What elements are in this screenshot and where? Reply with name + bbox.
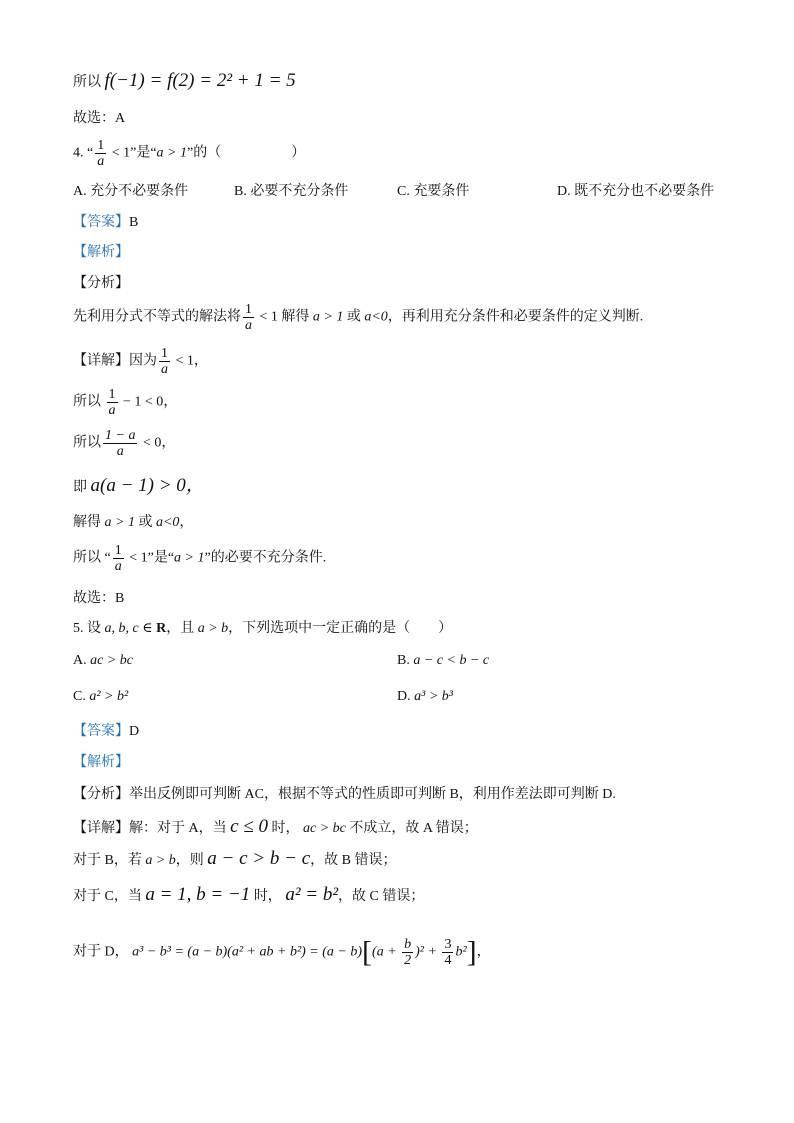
fenxi-4-tag: 【分析】 bbox=[73, 276, 129, 291]
step-5: 所以 “ $\frac{1}{a}$ < 1”是“a > 1”的必要不充分条件. bbox=[73, 543, 327, 574]
xiangjie-5: 【详解】解：对于 A，当 c ≤ 0 时， ac > bc 不成立，故 A 错误； bbox=[73, 816, 478, 837]
question-4: 4. “ $\frac{1}{a}$ < 1”是“a > 1”的（ ） bbox=[73, 138, 306, 169]
q4-option-b: B. 必要不充分条件 bbox=[234, 184, 349, 199]
jiexi-5: 【解析】 bbox=[73, 755, 129, 770]
case-d: 对于 D， a³ − b³ = (a − b)(a² + ab + b²) = (a − b)[(a + $\frac{b}{2}$ )² + $\frac{3}{4}$ b²]， bbox=[73, 935, 491, 969]
step-2: 所以 $\frac{1 - a}{a}$ < 0， bbox=[73, 428, 176, 459]
fenxi-4-text: 先利用分式不等式的解法将 $\frac{1}{a}$ < 1 解得 a > 1 或 a<0，再利用充分条件和必要条件的定义判断. bbox=[73, 302, 644, 333]
q5-option-c: C. a² > b² bbox=[73, 689, 129, 704]
fenxi-5: 【分析】举出反例即可判断 AC，根据不等式的性质即可判断 B，利用作差法即可判断 D. bbox=[73, 787, 616, 802]
answer-4: 【答案】B bbox=[73, 215, 139, 230]
step-3: 即 a(a − 1) > 0， bbox=[73, 475, 205, 496]
q4-option-d: D. 既不充分也不必要条件 bbox=[557, 184, 715, 199]
q5-option-a: A. ac > bc bbox=[73, 653, 133, 668]
answer-5: 【答案】D bbox=[73, 724, 140, 739]
q4-option-a: A. 充分不必要条件 bbox=[73, 184, 189, 199]
q5-option-b: B. a − c < b − c bbox=[397, 653, 490, 668]
question-5: 5. 设 a, b, c ∈ R，且 a > b，下列选项中一定正确的是（ ） bbox=[73, 621, 453, 636]
line-conclusion-f: 所以 f(−1) = f(2) = 2² + 1 = 5 bbox=[73, 70, 296, 91]
case-b: 对于 B，若 a > b，则 a − c > b − c，故 B 错误； bbox=[73, 848, 397, 869]
step-1: 所以 $\frac{1}{a}$ − 1 < 0， bbox=[73, 387, 178, 418]
q5-option-d: D. a³ > b³ bbox=[397, 689, 453, 704]
step-4: 解得 a > 1 或 a<0， bbox=[73, 515, 194, 530]
q4-option-c: C. 充要条件 bbox=[397, 184, 470, 199]
line-choose-a: 故选：A bbox=[73, 111, 126, 126]
choose-b: 故选：B bbox=[73, 591, 125, 606]
xiangjie-4: 【详解】因为 $\frac{1}{a}$ < 1， bbox=[73, 346, 208, 377]
case-c: 对于 C，当 a = 1, b = −1 时， a² = b²，故 C 错误； bbox=[73, 884, 425, 905]
jiexi-4: 【解析】 bbox=[73, 245, 129, 260]
